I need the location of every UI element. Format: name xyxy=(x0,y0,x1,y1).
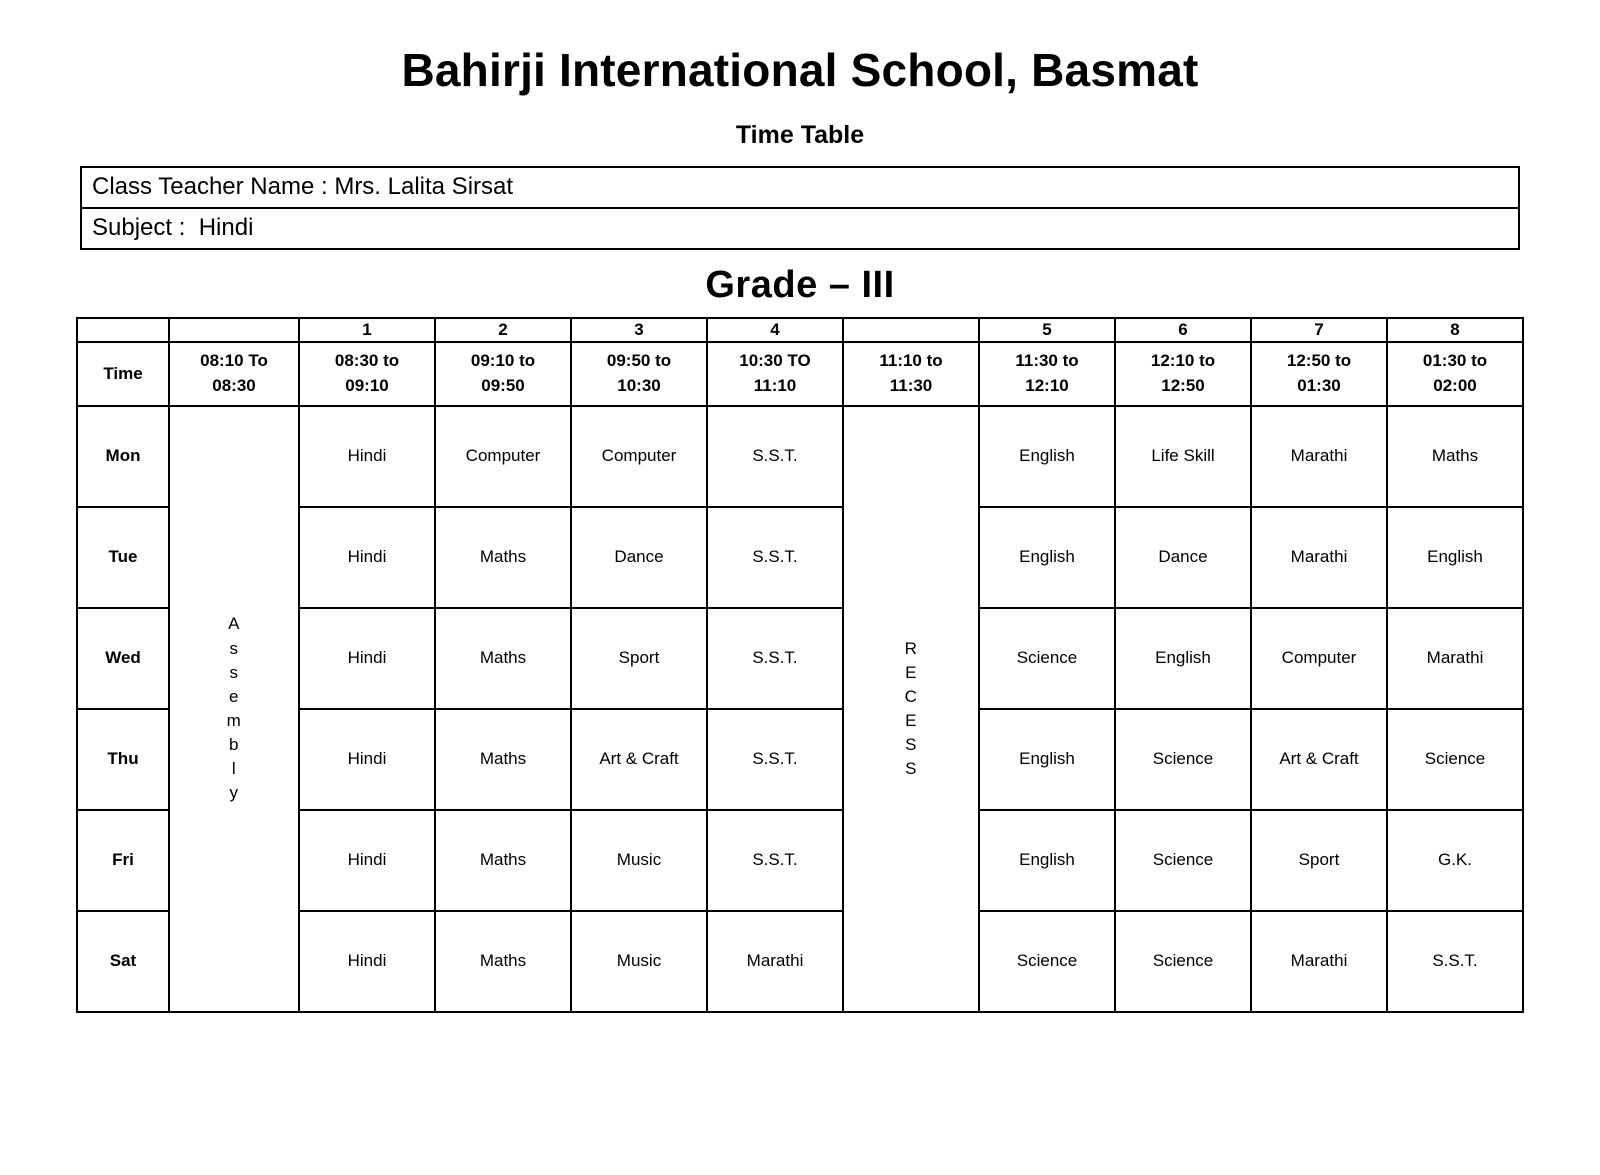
cell-mon-p6: Life Skill xyxy=(1115,406,1251,507)
cell-fri-p1: Hindi xyxy=(299,810,435,911)
day-label-mon: Mon xyxy=(77,406,169,507)
cell-wed-p1: Hindi xyxy=(299,608,435,709)
time-slot-2-line1: 09:10 to xyxy=(470,351,536,371)
period-number-2: 2 xyxy=(435,318,571,342)
assembly-cell xyxy=(169,406,299,1012)
period-number-8: 8 xyxy=(1387,318,1523,342)
cell-sat-p8: S.S.T. xyxy=(1387,911,1523,1012)
table-row xyxy=(77,406,1523,507)
cell-mon-p3: Computer xyxy=(571,406,707,507)
time-slot-4 xyxy=(707,342,843,406)
cell-mon-p4: S.S.T. xyxy=(707,406,843,507)
cell-thu-p3: Art & Craft xyxy=(571,709,707,810)
time-slot-0-line2: 08:30 xyxy=(212,375,256,395)
recess-letter-4: S xyxy=(905,735,917,755)
info-block xyxy=(80,166,1520,250)
time-slot-1-line1: 08:30 to xyxy=(334,351,400,371)
cell-thu-p1: Hindi xyxy=(299,709,435,810)
time-slot-6-line2: 12:10 xyxy=(1025,375,1069,395)
assembly-letter-4: m xyxy=(226,710,242,730)
time-slot-8-line1: 12:50 to xyxy=(1286,351,1352,371)
cell-wed-p4: S.S.T. xyxy=(707,608,843,709)
document-subtitle: Time Table xyxy=(735,120,865,149)
recess-cell xyxy=(843,406,979,1012)
cell-thu-p2: Maths xyxy=(435,709,571,810)
cell-wed-p5: Science xyxy=(979,608,1115,709)
time-slot-4-line1: 10:30 TO xyxy=(739,351,811,371)
assembly-letter-5: b xyxy=(229,735,239,755)
assembly-letter-6: l xyxy=(231,759,237,779)
time-slot-9-line2: 02:00 xyxy=(1433,375,1477,395)
day-label-wed: Wed xyxy=(77,608,169,709)
recess-letter-3: E xyxy=(905,710,917,730)
day-label-tue: Tue xyxy=(77,507,169,608)
time-slot-2-line2: 09:50 xyxy=(481,375,525,395)
period-number-cell-blank-recess xyxy=(843,318,979,342)
recess-letter-1: E xyxy=(905,662,917,682)
period-number-row xyxy=(77,318,1523,342)
time-slot-7-line1: 12:10 to xyxy=(1150,351,1216,371)
time-slot-1 xyxy=(299,342,435,406)
cell-tue-p2: Maths xyxy=(435,507,571,608)
cell-sat-p5: Science xyxy=(979,911,1115,1012)
cell-tue-p7: Marathi xyxy=(1251,507,1387,608)
time-slot-4-line2: 11:10 xyxy=(753,375,797,395)
assembly-letter-3: e xyxy=(229,686,239,706)
time-slot-3 xyxy=(571,342,707,406)
period-number-cell-blank-assembly xyxy=(169,318,299,342)
cell-tue-p8: English xyxy=(1387,507,1523,608)
cell-fri-p8: G.K. xyxy=(1387,810,1523,911)
time-slot-5-line1: 11:10 to xyxy=(879,351,943,371)
period-number-4: 4 xyxy=(707,318,843,342)
time-slot-6-line1: 11:30 to xyxy=(1015,351,1079,371)
cell-fri-p3: Music xyxy=(571,810,707,911)
period-number-5: 5 xyxy=(979,318,1115,342)
cell-fri-p7: Sport xyxy=(1251,810,1387,911)
assembly-letter-1: s xyxy=(229,638,239,658)
time-slot-9-line1: 01:30 to xyxy=(1422,351,1488,371)
recess-letter-0: R xyxy=(904,638,918,658)
cell-tue-p6: Dance xyxy=(1115,507,1251,608)
period-number-1: 1 xyxy=(299,318,435,342)
cell-mon-p2: Computer xyxy=(435,406,571,507)
time-slot-3-line1: 09:50 to xyxy=(606,351,672,371)
time-slot-2 xyxy=(435,342,571,406)
cell-tue-p3: Dance xyxy=(571,507,707,608)
cell-wed-p8: Marathi xyxy=(1387,608,1523,709)
cell-sat-p2: Maths xyxy=(435,911,571,1012)
cell-mon-p1: Hindi xyxy=(299,406,435,507)
time-slot-8-line2: 01:30 xyxy=(1297,375,1341,395)
cell-mon-p8: Maths xyxy=(1387,406,1523,507)
timetable xyxy=(76,317,1524,1013)
cell-fri-p2: Maths xyxy=(435,810,571,911)
period-number-7: 7 xyxy=(1251,318,1387,342)
time-slot-3-line2: 10:30 xyxy=(617,375,661,395)
cell-mon-p7: Marathi xyxy=(1251,406,1387,507)
cell-wed-p7: Computer xyxy=(1251,608,1387,709)
time-slot-0 xyxy=(169,342,299,406)
day-label-thu: Thu xyxy=(77,709,169,810)
time-slot-5 xyxy=(843,342,979,406)
assembly-letter-0: A xyxy=(228,614,240,634)
cell-thu-p7: Art & Craft xyxy=(1251,709,1387,810)
subject-row: Subject : Hindi xyxy=(82,209,1518,250)
cell-fri-p4: S.S.T. xyxy=(707,810,843,911)
cell-tue-p1: Hindi xyxy=(299,507,435,608)
recess-letter-2: C xyxy=(904,686,918,706)
assembly-letter-7: y xyxy=(229,783,239,803)
cell-sat-p1: Hindi xyxy=(299,911,435,1012)
day-label-sat: Sat xyxy=(77,911,169,1012)
time-slot-7 xyxy=(1115,342,1251,406)
cell-sat-p3: Music xyxy=(571,911,707,1012)
cell-thu-p6: Science xyxy=(1115,709,1251,810)
cell-tue-p4: S.S.T. xyxy=(707,507,843,608)
cell-sat-p7: Marathi xyxy=(1251,911,1387,1012)
assembly-letter-2: s xyxy=(229,662,239,682)
class-teacher-row: Class Teacher Name : Mrs. Lalita Sirsat xyxy=(82,168,1518,209)
day-label-fri: Fri xyxy=(77,810,169,911)
cell-wed-p2: Maths xyxy=(435,608,571,709)
grade-title: Grade – III xyxy=(705,263,895,306)
school-title: Bahirji International School, Basmat xyxy=(401,44,1199,96)
cell-thu-p5: English xyxy=(979,709,1115,810)
recess-letter-5: S xyxy=(905,759,917,779)
period-number-6: 6 xyxy=(1115,318,1251,342)
cell-sat-p6: Science xyxy=(1115,911,1251,1012)
cell-wed-p6: English xyxy=(1115,608,1251,709)
time-slot-7-line2: 12:50 xyxy=(1161,375,1205,395)
time-slot-0-line1: 08:10 To xyxy=(200,351,268,371)
cell-thu-p4: S.S.T. xyxy=(707,709,843,810)
time-slot-6 xyxy=(979,342,1115,406)
time-slot-8 xyxy=(1251,342,1387,406)
timetable-page xyxy=(0,44,1600,1175)
time-slot-1-line2: 09:10 xyxy=(345,375,389,395)
cell-sat-p4: Marathi xyxy=(707,911,843,1012)
cell-tue-p5: English xyxy=(979,507,1115,608)
cell-thu-p8: Science xyxy=(1387,709,1523,810)
time-header-label: Time xyxy=(77,342,169,406)
time-slot-9 xyxy=(1387,342,1523,406)
period-number-3: 3 xyxy=(571,318,707,342)
period-number-cell-blank-day xyxy=(77,318,169,342)
time-slot-5-line2: 11:30 xyxy=(889,375,933,395)
cell-fri-p5: English xyxy=(979,810,1115,911)
cell-mon-p5: English xyxy=(979,406,1115,507)
cell-wed-p3: Sport xyxy=(571,608,707,709)
time-header-row xyxy=(77,342,1523,406)
cell-fri-p6: Science xyxy=(1115,810,1251,911)
